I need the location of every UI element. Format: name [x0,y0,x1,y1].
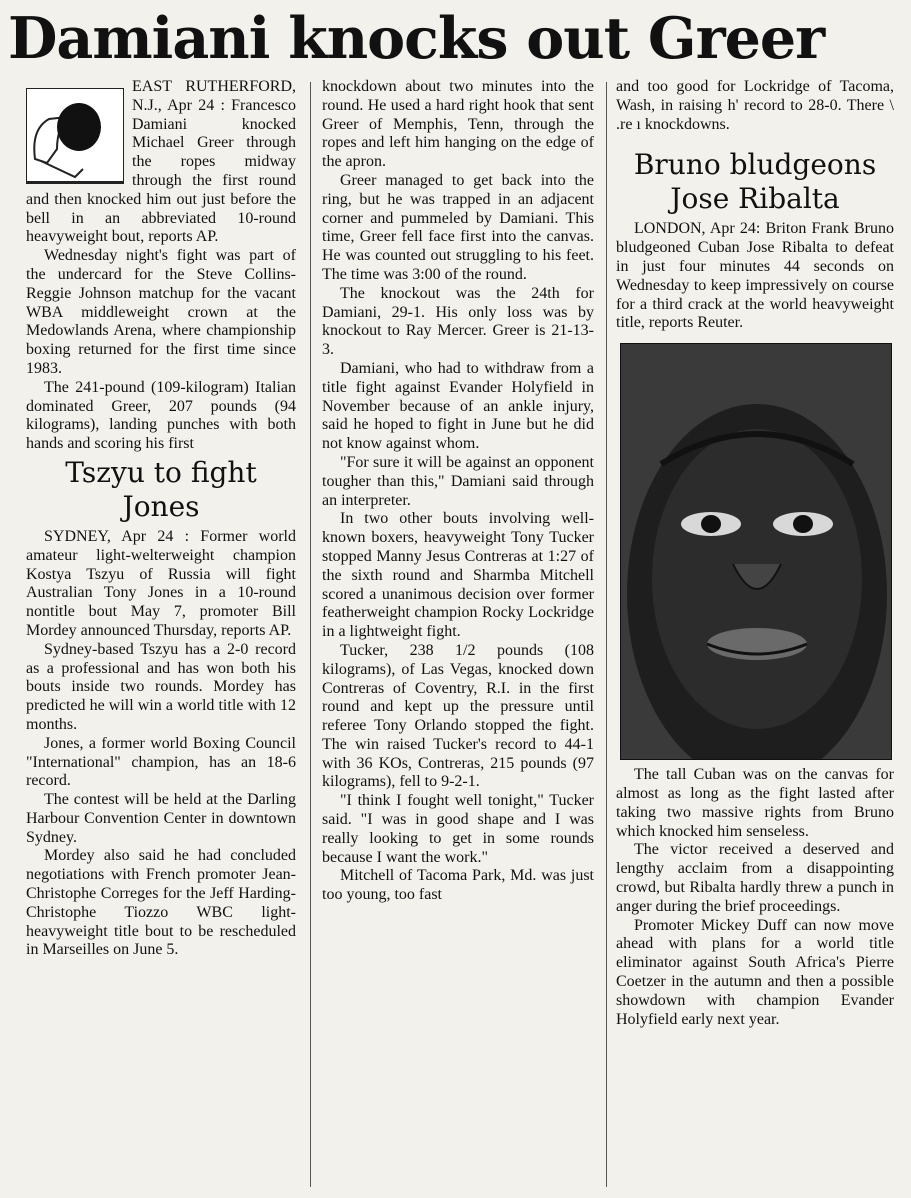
column-2 [322,78,594,1188]
story2-para: Sydney-based Tszyu has a 2-0 record as a professional and has won both his bouts inside two rounds. Mordey has predicted he will win a world title with 12 months. [26,640,296,733]
story2-para: Jones, a former world Boxing Council "International" champion, has an 18-6 record. [26,734,296,790]
story1-para: knockdown about two minutes into the round. He used a hard right hook that sent Greer of Memphis, Tenn, through the ropes and left him hanging on the edge of the apron. [322,78,594,171]
story1-para: Mitchell of Tacoma Park, Md. was just too young, too fast [322,867,594,904]
column-1 [26,78,296,1188]
story1-para: Wednesday night's fight was part of the undercard for the Steve Collins-Reggie Johnson matchup for the vacant WBA middleweight crown at the Medowlands Arena, where championship boxing returned for the first time since 1983. [26,247,296,377]
tszyu-headline: Tszyu to fight Jones [65,455,257,523]
column-3 [616,78,894,1188]
portrait-image [621,344,892,760]
story1-para: and too good for Lockridge of Tacoma, Wash, in raising h' record to 28-0. There \ .re ı knockdowns. [616,78,894,133]
story3-para: LONDON, Apr 24: Briton Frank Bruno bludgeoned Cuban Jose Ribalta to defeat in just four minutes 44 seconds on Wednesday to keep impressively on course for a third crack at the world heavyweight title, reports Reuter. [616,220,894,332]
story3-para: Promoter Mickey Duff can now move ahead with plans for a world title eliminator against South Africa's Pierre Coetzer in the autumn and then a possible showdown with champion Evander Holyfield early next year. [616,916,894,1028]
story1-para: Damiani, who had to withdraw from a title fight against Evander Holyfield in November because of an ankle injury, said he hoped to fight in June but he did not know against whom. [322,359,594,453]
story1-para: The 241-pound (109-kilogram) Italian dominated Greer, 207 pounds (94 kilograms), landing punches with both hands and scoring his first [26,378,296,453]
main-headline: Damiani knocks out Greer [8,5,825,72]
story2-para: Mordey also said he had concluded negotiations with French promoter Jean-Christophe Correges for the Jeff Harding-Christophe Tiozzo WBC light-heavyweight title bout to be rescheduled in Marseilles on June 5. [26,847,296,959]
boxing-glove-thumbnail [26,88,124,184]
boxing-glove-icon [27,89,123,183]
column-rule [606,82,607,1187]
story1-para: In two other bouts involving well-known boxers, heavyweight Tony Tucker stopped Manny Jesus Contreras at 1:27 of the sixth round and Sharmba Mitchell scored a unanimous decision over former featherweight champion Rocky Lockridge in a lightweight fight. [322,510,594,641]
boxer-portrait-photo [620,343,892,760]
story2-para: The contest will be held at the Darling Harbour Convention Center in downtown Sydney. [26,791,296,846]
bruno-headline: Bruno bludgeons Jose Ribalta [633,148,877,216]
story2-para: SYDNEY, Apr 24 : Former world amateur light-welterweight champion Kostya Tszyu of Russia will fight Australian Tony Jones in a 10-round nontitle bout May 7, promoter Bill Mordey announced Thursday, reports AP. [26,527,296,639]
story1-para: The knockout was the 24th for Damiani, 29-1. His only loss was by knockout to Ray Mercer. Greer is 21-13-3. [322,284,594,359]
story1-para: "I think I fought well tonight," Tucker said. "I was in good shape and I was really looking to get in some rounds because I want the work." [322,792,594,866]
story1-para: EAST RUTHERFORD, N.J., Apr 24 : Francesco Damiani knocked Michael Greer through the ropes midway through the first round and then knocked him out just before the bell in an abbreviated 10-round heavyweight bout, reports AP. [26,78,296,246]
column-rule [310,82,311,1187]
story3-para: The victor received a deserved and lengthy acclaim from a disappointing crowd, but Ribalta hardly threw a punch in anger during the brief proceedings. [616,841,894,915]
story1-para: Greer managed to get back into the ring, but he was trapped in an adjacent corner and pummeled by Damiani. This time, Greer fell face first into the canvas. He was counted out struggling to his feet. The time was 3:00 of the round. [322,171,594,283]
story3-para: The tall Cuban was on the canvas for almost as long as the fight lasted after taking two massive rights from Bruno which knocked him senseless. [616,766,894,840]
story1-para: "For sure it will be against an opponent tougher than this," Damiani said through an interpreter. [322,453,594,509]
story1-para: Tucker, 238 1/2 pounds (108 kilograms), of Las Vegas, knocked down Contreras of Coventry, R.I. in the first round and kept up the pressure until referee Tony Orlando stopped the fight. The win raised Tucker's record to 44-1 with 36 KOs, Contreras, 215 pounds (97 kilograms), fell to 9-2-1. [322,641,594,791]
